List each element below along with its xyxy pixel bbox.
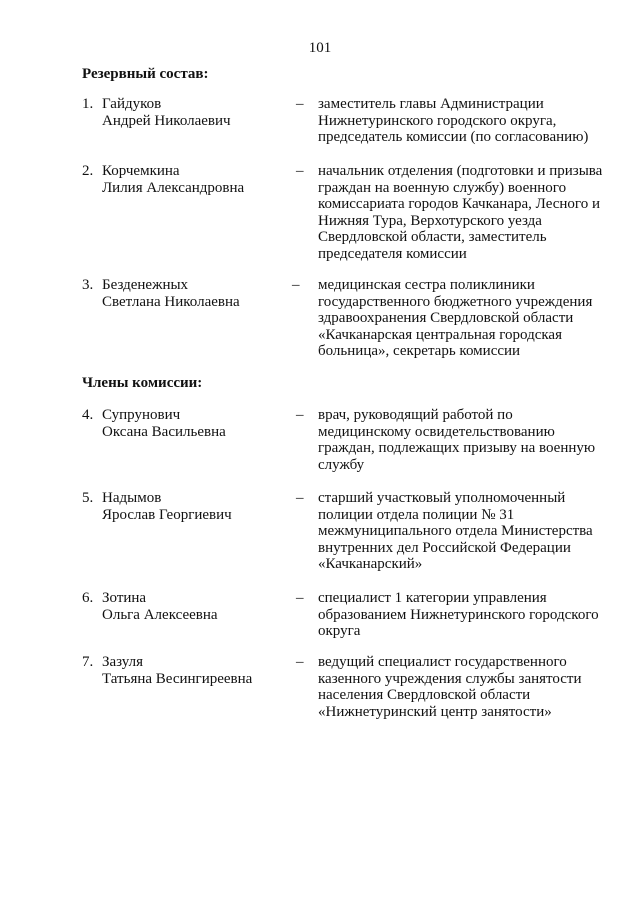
person-position	[318, 277, 618, 360]
person-given-name: Андрей Николаевич	[102, 112, 231, 129]
person-name	[102, 277, 277, 310]
entry-number: 6.	[82, 590, 94, 606]
entry-number: 4.	[82, 407, 94, 423]
position-line: Свердловской области, заместитель	[318, 229, 547, 246]
reserve-heading: Резервный состав:	[82, 66, 209, 82]
person-surname: Безденежных	[102, 277, 189, 293]
entry-number: 3.	[82, 277, 94, 293]
dash-separator: –	[296, 163, 304, 179]
person-name	[102, 654, 277, 687]
position-line: населения Свердловской области	[318, 687, 531, 704]
person-given-name: Ольга Алексеевна	[102, 606, 218, 623]
position-line: граждан на военную службу) военного	[318, 179, 567, 196]
position-line: «Нижнетуринский центр занятости»	[318, 703, 552, 720]
position-line: межмуниципального отдела Министерства	[318, 523, 593, 540]
dash-separator: –	[296, 490, 304, 506]
person-surname: Надымов	[102, 490, 162, 506]
position-line: комиссариата городов Качканара, Лесного и	[318, 196, 600, 213]
person-given-name: Оксана Васильевна	[102, 423, 226, 440]
position-line: Нижняя Тура, Верхотурского уезда	[318, 212, 542, 229]
person-position	[318, 654, 618, 720]
person-surname: Зотина	[102, 590, 147, 606]
dash-separator: –	[292, 277, 300, 293]
position-line: старший участковый уполномоченный	[318, 490, 566, 506]
position-line: Нижнетуринского городского округа,	[318, 112, 557, 129]
members-heading: Члены комиссии:	[82, 375, 203, 391]
position-line: председатель комиссии (по согласованию)	[318, 129, 589, 146]
person-surname: Корчемкина	[102, 163, 180, 179]
person-surname: Супрунович	[102, 407, 181, 423]
dash-separator: –	[296, 654, 304, 670]
person-name	[102, 590, 277, 623]
dash-separator: –	[296, 407, 304, 423]
person-position	[318, 96, 618, 146]
entry-number: 1.	[82, 96, 94, 112]
position-line: граждан, подлежащих призыву на военную	[318, 440, 596, 457]
position-line: председателя комиссии	[318, 245, 467, 262]
person-given-name: Светлана Николаевна	[102, 293, 240, 310]
dash-separator: –	[296, 590, 304, 606]
person-given-name: Ярослав Георгиевич	[102, 506, 232, 523]
person-given-name: Лилия Александровна	[102, 179, 245, 196]
position-line: медицинская сестра поликлиники	[318, 277, 535, 293]
position-line: «Качканарский»	[318, 556, 423, 573]
person-position	[318, 590, 618, 640]
person-position	[318, 163, 618, 263]
person-given-name: Татьяна Весингиреевна	[102, 670, 253, 687]
position-line: заместитель главы Администрации	[318, 96, 544, 112]
position-line: полиции отдела полиции № 31	[318, 506, 515, 523]
position-line: начальник отделения (подготовки и призыва	[318, 163, 603, 179]
person-name	[102, 407, 277, 440]
person-surname: Зазуля	[102, 654, 144, 670]
entry-number: 7.	[82, 654, 94, 670]
person-name	[102, 96, 277, 129]
entry-number: 2.	[82, 163, 94, 179]
position-line: ведущий специалист государственного	[318, 654, 567, 670]
page-number: 101	[308, 40, 332, 56]
position-line: специалист 1 категории управления	[318, 590, 547, 606]
position-line: казенного учреждения службы занятости	[318, 670, 582, 687]
person-name	[102, 490, 277, 523]
position-line: округа	[318, 623, 361, 640]
position-line: внутренних дел Российской Федерации	[318, 539, 571, 556]
person-position	[318, 407, 618, 473]
position-line: медицинскому освидетельствованию	[318, 423, 555, 440]
entry-number: 5.	[82, 490, 94, 506]
position-line: «Качканарская центральная городская	[318, 326, 562, 343]
position-line: образованием Нижнетуринского городского	[318, 606, 599, 623]
dash-separator: –	[296, 96, 304, 112]
position-line: больница», секретарь комиссии	[318, 343, 521, 360]
position-line: врач, руководящий работой по	[318, 407, 513, 423]
position-line: службу	[318, 456, 365, 473]
position-line: здравоохранения Свердловской области	[318, 310, 574, 327]
person-surname: Гайдуков	[102, 96, 162, 112]
person-position	[318, 490, 618, 573]
person-name	[102, 163, 277, 196]
position-line: государственного бюджетного учреждения	[318, 293, 593, 310]
